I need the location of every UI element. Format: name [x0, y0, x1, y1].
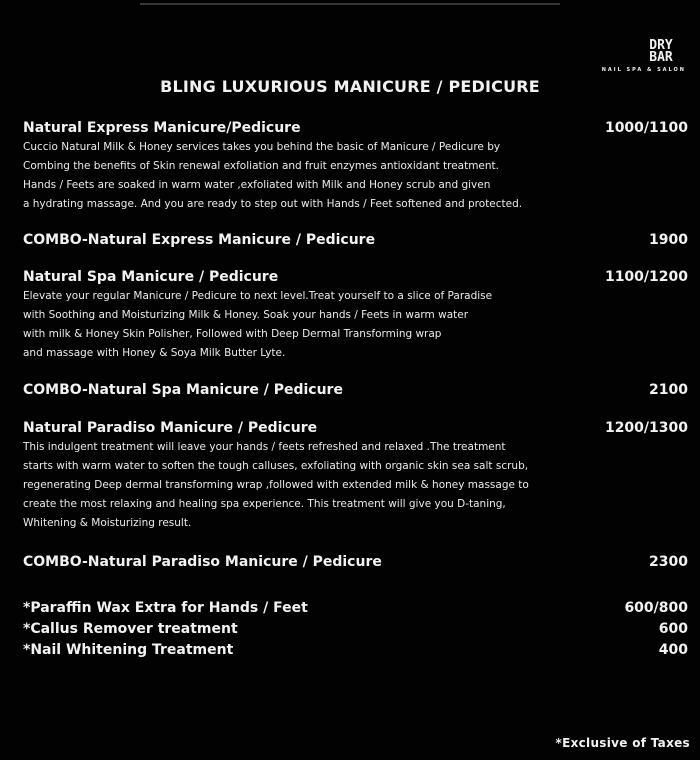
- combo-item: [23, 232, 688, 248]
- service-price: 1100/1200: [604, 269, 688, 285]
- service-name: Natural Spa Manicure / Pedicure: [23, 269, 279, 285]
- extra-name: *Callus Remover treatment: [23, 621, 238, 637]
- service-description: This indulgent treatment will leave your hands / feets refreshed and relaxed .The treatment starts with warm water to soften the tough calluses, exfoliating with organic skin sea salt scrub, regenerating Deep dermal transforming wrap ,followed with extended milk & honey massage to create the most relaxing and healing spa experience. This treatment will give you D-taning, Whitening & Moisturizing result.: [23, 441, 529, 529]
- service-price: 1200/1300: [604, 420, 688, 436]
- extra-price: 400: [658, 642, 688, 658]
- tax-note: *Exclusive of Taxes: [555, 736, 690, 750]
- service-price: 1900: [649, 232, 688, 248]
- extra-item: [23, 642, 688, 658]
- service-item: [23, 420, 688, 533]
- service-price: 2300: [649, 554, 688, 570]
- service-name: COMBO-Natural Paradiso Manicure / Pedicure: [23, 554, 382, 570]
- combo-item: [23, 554, 688, 570]
- service-item: [23, 269, 688, 363]
- extra-name: *Paraffin Wax Extra for Hands / Feet: [23, 600, 308, 616]
- service-price: 2100: [649, 382, 688, 398]
- extra-price: 600: [658, 621, 688, 637]
- service-item: [23, 120, 688, 214]
- page-title: BLING LUXURIOUS MANICURE / PEDICURE: [160, 77, 540, 96]
- combo-item: [23, 382, 688, 398]
- service-price: 1000/1100: [604, 120, 688, 136]
- top-divider: [140, 3, 560, 5]
- service-name: COMBO-Natural Spa Manicure / Pedicure: [23, 382, 343, 398]
- service-description: Cuccio Natural Milk & Honey services takes you behind the basic of Manicure / Pedicure by Combing the benefits of Skin renewal exfoliation and fruit enzymes antioxidant treatment. Hands / Feets are soaked in warm water ,exfoliated with Milk and Honey scrub and given a hydrating massage. And you are ready to step out with Hands / Feet softened and protected.: [23, 141, 523, 210]
- extra-name: *Nail Whitening Treatment: [23, 642, 234, 658]
- logo-tagline: NAIL SPA & SALON: [601, 67, 686, 73]
- service-name: Natural Paradiso Manicure / Pedicure: [23, 420, 318, 436]
- dry-bar-logo: [602, 40, 686, 73]
- extra-item: [23, 600, 688, 616]
- logo-word-line2: BAR: [649, 50, 673, 65]
- service-name: Natural Express Manicure/Pedicure: [23, 120, 301, 136]
- service-description: Elevate your regular Manicure / Pedicure to next level.Treat yourself to a slice of Paradise with Soothing and Moisturizing Milk & Honey. Soak your hands / Feets in warm water with milk & Honey Skin Polisher, Followed with Deep Dermal Transforming wrap and massage with Honey & Soya Milk Butter Lyte.: [23, 290, 493, 359]
- logo-word-line1: DRY: [649, 38, 673, 53]
- extra-price: 600/800: [624, 600, 688, 616]
- service-name: COMBO-Natural Express Manicure / Pedicure: [23, 232, 376, 248]
- extras-list: [23, 600, 688, 663]
- extra-item: [23, 621, 688, 637]
